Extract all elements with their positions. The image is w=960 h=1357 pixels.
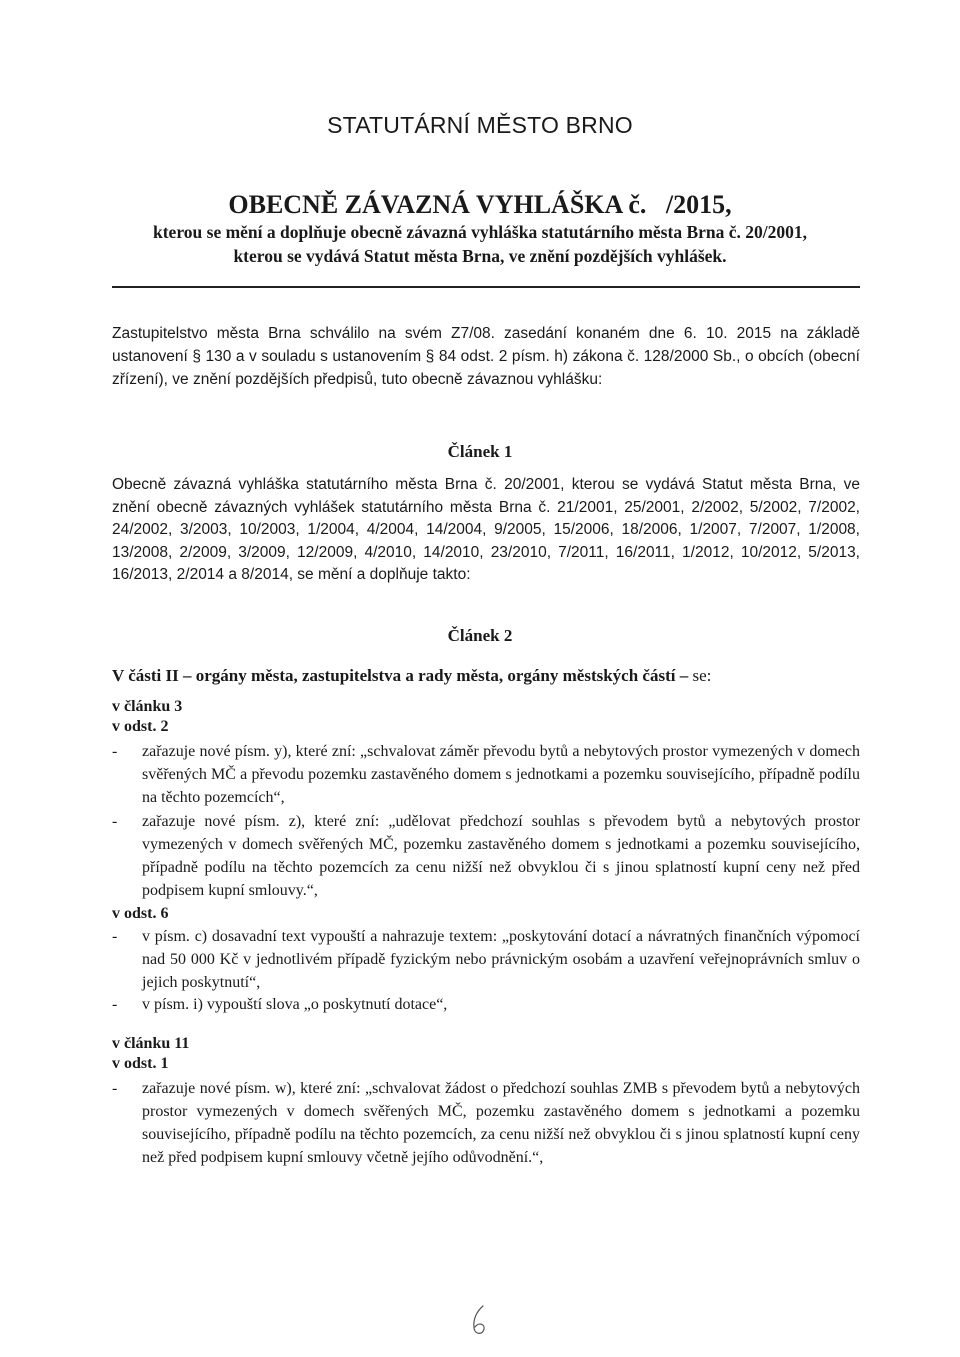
list-item <box>112 993 860 1016</box>
city-name: STATUTÁRNÍ MĚSTO BRNO <box>327 112 633 138</box>
list-item <box>112 810 860 902</box>
ordinance-subtitle-line2: kterou se vydává Statut města Brna, ve znění pozdějších vyhlášek. <box>233 246 727 266</box>
ref-article-3-par-6: v odst. 6 <box>112 905 169 922</box>
list-item-text: zařazuje nové písm. z), které zní: „udělovat předchozí souhlas s převodem bytů a nebytových prostor vymezených v domech svěřených MČ, pozemku zastavěného domem s jednotkami a pozemku souvisejícího, případně podílu na těchto pozemcích za cenu nižší než obvyklou či s jinou splatností kupní ceny než před podpisem kupní smlouvy.“, <box>142 813 860 899</box>
article-2-heading: Článek 2 <box>447 626 513 645</box>
article-1-heading: Článek 1 <box>447 442 513 461</box>
preamble-paragraph: Zastupitelstvo města Brna schválilo na svém Z7/08. zasedání konaném dne 6. 10. 2015 na základě ustanovení § 130 a v souladu s ustanovením § 84 odst. 2 písm. h) zákona č. 128/2000 Sb., o obcích (obecní zřízení), ve znění pozdějších předpisů, tuto obecně závaznou vyhlášku: <box>112 325 860 388</box>
list-dash: - <box>112 1080 118 1097</box>
list-item-text: v písm. c) dosavadní text vypouští a nahrazuje textem: „poskytování dotací a návratných finančních výpomocí nad 50 000 Kč v jednotlivém případě fyzickým nebo právnickým osobám a uzavření veřejnoprávních smluv o jejich poskytnutí“, <box>142 928 860 991</box>
ordinance-header <box>0 190 960 268</box>
part-ii-heading <box>112 666 872 686</box>
ref-article-3: v článku 3 <box>112 698 183 715</box>
list-item <box>112 925 860 994</box>
list-item <box>112 1077 860 1169</box>
list-item-text: v písm. i) vypouští slova „o poskytnutí dotace“, <box>142 996 448 1013</box>
ref-article-11: v článku 11 <box>112 1035 190 1052</box>
list-item <box>112 740 860 809</box>
list-item-text: zařazuje nové písm. w), které zní: „schvalovat žádost o předchozí souhlas ZMB s převodem bytů a nebytových prostor vymezených v domech svěřených MČ, pozemku zastavěného domem s jednotkami a pozemku souvisejícího, případně podílu na těchto pozemcích, za cenu nižší než obvyklou či s jinou splatností kupní ceny než před podpisem kupní smlouvy včetně jejího odůvodnění.“, <box>142 1080 860 1166</box>
ref-article-3-par-2: v odst. 2 <box>112 718 169 735</box>
header-divider <box>112 286 860 288</box>
article-1-text: Obecně závazná vyhláška statutárního města Brna č. 20/2001, kterou se vydává Statut města Brna, ve znění obecně závazných vyhlášek statutárního města Brna č. 21/2001, 25/2001, 2/2002, 5/2002, 7/2002, 24/2002, 3/2003, 10/2003, 1/2004, 4/2004, 14/2004, 9/2005, 15/2006, 18/2006, 1/2007, 7/2007, 1/2008, 13/2008, 2/2009, 3/2009, 12/2009, 4/2010, 14/2010, 23/2010, 7/2011, 16/2011, 1/2012, 10/2012, 5/2013, 16/2013, 2/2014 a 8/2014, se mění a doplňuje takto: <box>112 476 860 584</box>
list-dash: - <box>112 928 118 945</box>
part-ii-heading-suffix: se: <box>688 666 712 685</box>
list-dash: - <box>112 996 118 1013</box>
ordinance-title: OBECNĚ ZÁVAZNÁ VYHLÁŠKA č. /2015, <box>228 190 732 219</box>
list-dash: - <box>112 813 118 830</box>
handwritten-page-number <box>470 1304 490 1338</box>
part-ii-heading-bold: V části II – orgány města, zastupitelstva a rady města, orgány městských částí – <box>112 666 689 685</box>
list-item-text: zařazuje nové písm. y), které zní: „schvalovat záměr převodu bytů a nebytových prostor vymezených v domech svěřených MČ a převodu pozemku zastavěného domem s jednotkami a pozemku souvisejícího, případně podílu na těchto pozemcích“, <box>142 743 860 806</box>
list-dash: - <box>112 743 118 760</box>
ordinance-subtitle-line1: kterou se mění a doplňuje obecně závazná vyhláška statutárního města Brna č. 20/2001, <box>153 222 807 242</box>
ref-article-11-par-1: v odst. 1 <box>112 1055 169 1072</box>
